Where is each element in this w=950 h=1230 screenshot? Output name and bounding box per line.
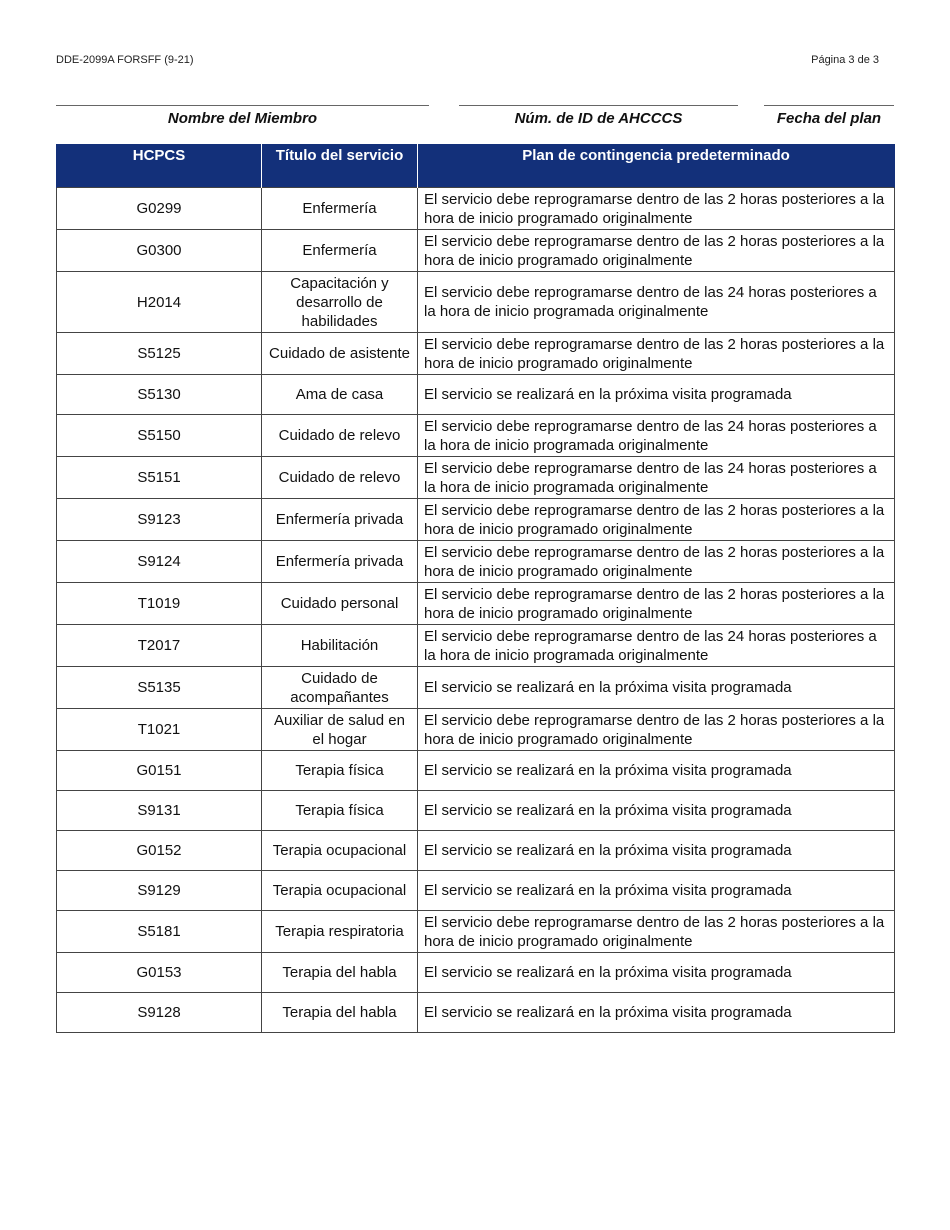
contingency-plan-cell: El servicio debe reprogramarse dentro de las 2 horas posteriores a la hora de inicio programado originalmente [418,333,895,375]
service-title-cell: Ama de casa [262,375,418,415]
table-row [57,272,895,333]
hcpcs-code-cell: S5181 [57,911,262,953]
service-title-cell: Terapia respiratoria [262,911,418,953]
column-header-hcpcs: HCPCS [57,144,262,188]
table-row [57,333,895,375]
service-title-cell: Enfermería [262,188,418,230]
member-name-line[interactable] [56,105,429,106]
service-title-cell: Terapia ocupacional [262,871,418,911]
contingency-plan-cell: El servicio debe reprogramarse dentro de las 2 horas posteriores a la hora de inicio programado originalmente [418,911,895,953]
hcpcs-code-cell: G0300 [57,230,262,272]
contingency-plan-cell: El servicio se realizará en la próxima visita programada [418,993,895,1033]
table-row [57,541,895,583]
contingency-plan-cell: El servicio debe reprogramarse dentro de las 2 horas posteriores a la hora de inicio programado originalmente [418,230,895,272]
service-title-cell: Cuidado personal [262,583,418,625]
contingency-plan-cell: El servicio se realizará en la próxima visita programada [418,871,895,911]
hcpcs-code-cell: T2017 [57,625,262,667]
contingency-plan-cell: El servicio debe reprogramarse dentro de las 24 horas posteriores a la hora de inicio programada originalmente [418,272,895,333]
column-header-service-title: Título del servicio [262,144,418,188]
contingency-plan-cell: El servicio debe reprogramarse dentro de las 2 horas posteriores a la hora de inicio programado originalmente [418,499,895,541]
table-row [57,911,895,953]
service-title-cell: Terapia del habla [262,953,418,993]
column-header-contingency-plan: Plan de contingencia predeterminado [418,144,895,188]
service-title-cell: Auxiliar de salud en el hogar [262,709,418,751]
service-title-cell: Terapia física [262,751,418,791]
contingency-plan-cell: El servicio se realizará en la próxima visita programada [418,751,895,791]
contingency-plan-cell: El servicio debe reprogramarse dentro de las 2 horas posteriores a la hora de inicio programado originalmente [418,583,895,625]
table-row [57,871,895,911]
hcpcs-code-cell: G0151 [57,751,262,791]
service-title-cell: Habilitación [262,625,418,667]
hcpcs-code-cell: H2014 [57,272,262,333]
ahcccs-id-line[interactable] [459,105,738,106]
service-title-cell: Cuidado de relevo [262,457,418,499]
contingency-plan-cell: El servicio debe reprogramarse dentro de las 2 horas posteriores a la hora de inicio programado originalmente [418,541,895,583]
contingency-plan-cell: El servicio debe reprogramarse dentro de las 24 horas posteriores a la hora de inicio programada originalmente [418,625,895,667]
hcpcs-code-cell: S9131 [57,791,262,831]
hcpcs-code-cell: S5150 [57,415,262,457]
hcpcs-code-cell: T1021 [57,709,262,751]
contingency-plan-cell: El servicio debe reprogramarse dentro de las 2 horas posteriores a la hora de inicio programado originalmente [418,709,895,751]
ahcccs-id-label: Núm. de ID de AHCCCS [514,110,683,127]
hcpcs-code-cell: G0153 [57,953,262,993]
hcpcs-code-cell: S9128 [57,993,262,1033]
hcpcs-code-cell: G0152 [57,831,262,871]
table-row [57,831,895,871]
service-title-cell: Enfermería [262,230,418,272]
contingency-plan-cell: El servicio se realizará en la próxima visita programada [418,831,895,871]
contingency-plan-cell: El servicio se realizará en la próxima visita programada [418,791,895,831]
hcpcs-code-cell: G0299 [57,188,262,230]
service-title-cell: Terapia del habla [262,993,418,1033]
contingency-plan-cell: El servicio debe reprogramarse dentro de las 24 horas posteriores a la hora de inicio programada originalmente [418,415,895,457]
page-number: Página 3 de 3 [811,54,879,66]
service-title-cell: Terapia ocupacional [262,831,418,871]
plan-date-label: Fecha del plan [776,110,882,127]
table-row [57,457,895,499]
service-title-cell: Capacitación y desarrollo de habilidades [262,272,418,333]
table-row [57,751,895,791]
form-id: DDE-2099A FORSFF (9-21) [56,54,194,66]
table-row [57,953,895,993]
service-title-cell: Cuidado de acompañantes [262,667,418,709]
service-title-cell: Cuidado de asistente [262,333,418,375]
hcpcs-code-cell: S9124 [57,541,262,583]
table-row [57,230,895,272]
contingency-plan-cell: El servicio debe reprogramarse dentro de las 2 horas posteriores a la hora de inicio programado originalmente [418,188,895,230]
member-name-label: Nombre del Miembro [167,110,318,127]
table-row [57,583,895,625]
hcpcs-code-cell: T1019 [57,583,262,625]
table-row [57,791,895,831]
hcpcs-code-cell: S9129 [57,871,262,911]
hcpcs-code-cell: S5130 [57,375,262,415]
hcpcs-code-cell: S5151 [57,457,262,499]
service-title-cell: Enfermería privada [262,499,418,541]
contingency-plan-cell: El servicio se realizará en la próxima visita programada [418,953,895,993]
hcpcs-code-cell: S9123 [57,499,262,541]
table-header-row [57,144,895,188]
table-row [57,188,895,230]
table-row [57,499,895,541]
table-row [57,993,895,1033]
table-row [57,667,895,709]
table-row [57,625,895,667]
service-title-cell: Cuidado de relevo [262,415,418,457]
hcpcs-code-cell: S5125 [57,333,262,375]
contingency-plan-cell: El servicio se realizará en la próxima visita programada [418,667,895,709]
table-row [57,709,895,751]
service-title-cell: Enfermería privada [262,541,418,583]
service-title-cell: Terapia física [262,791,418,831]
hcpcs-code-cell: S5135 [57,667,262,709]
plan-date-line[interactable] [764,105,894,106]
contingency-plan-table [56,144,895,1033]
contingency-plan-cell: El servicio debe reprogramarse dentro de las 24 horas posteriores a la hora de inicio programada originalmente [418,457,895,499]
table-row [57,415,895,457]
contingency-plan-cell: El servicio se realizará en la próxima visita programada [418,375,895,415]
table-row [57,375,895,415]
